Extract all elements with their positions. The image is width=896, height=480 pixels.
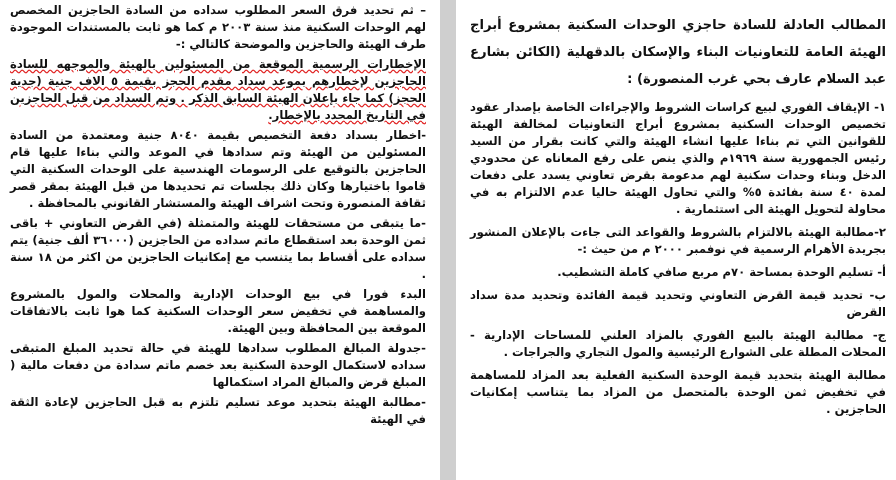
- right-document-page: [456, 0, 896, 480]
- paragraph-payment-schedule: -جدولة المبالغ المطلوب سدادها للهيئة في حالة تحديد المبلغ المتبقى سداده لاستكمال الوحدة السكنية بعد خصم ماتم سدادة من دفعات مالية ( المبلغ قرض والمبالغ المراد استكمالها: [10, 341, 426, 389]
- demand-item-2b: ب- تحديد قيمة القرض التعاوني وتحديد قيمة الفائدة وتحديد مدة سداد القرض: [470, 288, 886, 319]
- demand-item-2: ٢-مطالبة الهيئة بالالتزام بالشروط والقواعد التى جاءت بالإعلان المنشور بجريدة الأهرام الرسمية في نوفمبر ٢٠٠٠ م من حيث :-: [470, 225, 886, 256]
- demand-item-2c: ج- مطالبة الهيئة بالبيع الفوري بالمزاد العلني للمساحات الإدارية - المحلات المطلة على الشوارع الرئيسية والمول التجاري والجراجات .: [470, 328, 886, 359]
- left-document-page: [0, 0, 440, 480]
- paragraph-reservation-notices: الإخطارات الرسمية الموقعة من المسئولين بالهيئة والموجهه للسادة الحاجزين لإخطارهم بموعد سداد مقدم الحجز بقيمة ٥ الاف جنية (جدية الحجز) كما جاء بإعلان الهيئة السابق الذكر . وتم السداد من قبل الحاجزين في التاريخ المحدد بالإخطار.: [10, 57, 426, 122]
- page-gutter: [440, 0, 456, 480]
- paragraph-remaining-dues: -ما يتبقى من مستحقات للهيئة والمتمثلة (في القرض التعاوني + باقى ثمن الوحدة بعد استقطاع ماتم سداده من الحاجزين (٣٦٠٠٠ ألف جنية) يتم سداده على أقساط بما يتنسب مع إمكانيات الحاجزين من اكثر من ١٨ سنة .: [10, 216, 427, 281]
- paragraph-start-sales: البدء فورا في بيع الوحدات الإدارية والمحلات والمول بالمشروع والمساهمة في تخفيض سعر الوحدات السكنية كما هوا ثابت بالاتفاقات الموقعة بين المحافظة وبين الهيئة.: [10, 287, 426, 335]
- paragraph-delivery-date: -مطالبة الهيئة بتحديد موعد تسليم تلتزم به قبل الحاجزين لإعادة الثقة في الهيئة: [10, 395, 426, 426]
- page-title: المطالب العادلة للسادة حاجزي الوحدات السكنية بمشروع أبراج الهيئة العامة للتعاونيات البناء والإسكان بالدقهلية (الكائن بشارع عبد السلام عارف بحي غرب المنصورة) :: [470, 18, 886, 87]
- demand-item-3: مطالبة الهيئة بتحديد قيمة الوحدة السكنية الفعلية بعد المزاد للمساهمة في تخفيض ثمن الوحدة بالمتحصل من المزاد بما يتناسب إمكانيات الحاجزين .: [470, 368, 886, 416]
- demand-item-2a: أ- تسليم الوحدة بمساحة ٧٠م مربع صافي كاملة التشطيب.: [557, 265, 886, 279]
- paragraph-allocation-payment: -اخطار بسداد دفعة التخصيص بقيمة ٨٠٤٠ جنية ومعتمدة من السادة المسئولين من الهيئة وتم سدادها في الموعد والتي بناءا عليها قام الحاجزين بالتوقيع على الرسومات الهندسية على الوحدات السكنية التي قاموا باختيارها وكان ذلك بجلسات تم تحديدها من قبل الهيئة بمقر قصر ثقافة المنصورة وتحت اشراف الهيئة والمستشار القانوني بالمحافظة .: [10, 128, 427, 210]
- demand-item-1: ١- الإيقاف الفوري لبيع كراسات الشروط والإجراءات الخاصة بإصدار عقود تخصيص الوحدات السكنية بمشروع أبراج التعاونيات لمخالفة الهيئة للقوانين التي تم بناءا عليها انشاء الهيئة والتي كانت بقرار من السيد رئيس الجمهورية سنة ١٩٦٩م والذي ينص على رفع المعاناه عن محدودي الدخل وبناء وحدات سكنية لهم مدعومة بقرض تعاوني يسدد على دفعات لمدة ٤٠ سنة بفائدة ٥% والتي تحاول الهيئة حاليا عدم الالتزام به في محاولة لتحويل الهيئة الى استثمارية .: [470, 100, 886, 216]
- paragraph-price-difference: – ثم تحديد فرق السعر المطلوب سداده من السادة الحاجزين المخصص لهم الوحدات السكنية منذ سنة ٢٠٠٣ م كما هو ثابت بالمستندات الموجودة طرف الهيئة والحاجزين والموضحة كالتالي :-: [10, 3, 426, 51]
